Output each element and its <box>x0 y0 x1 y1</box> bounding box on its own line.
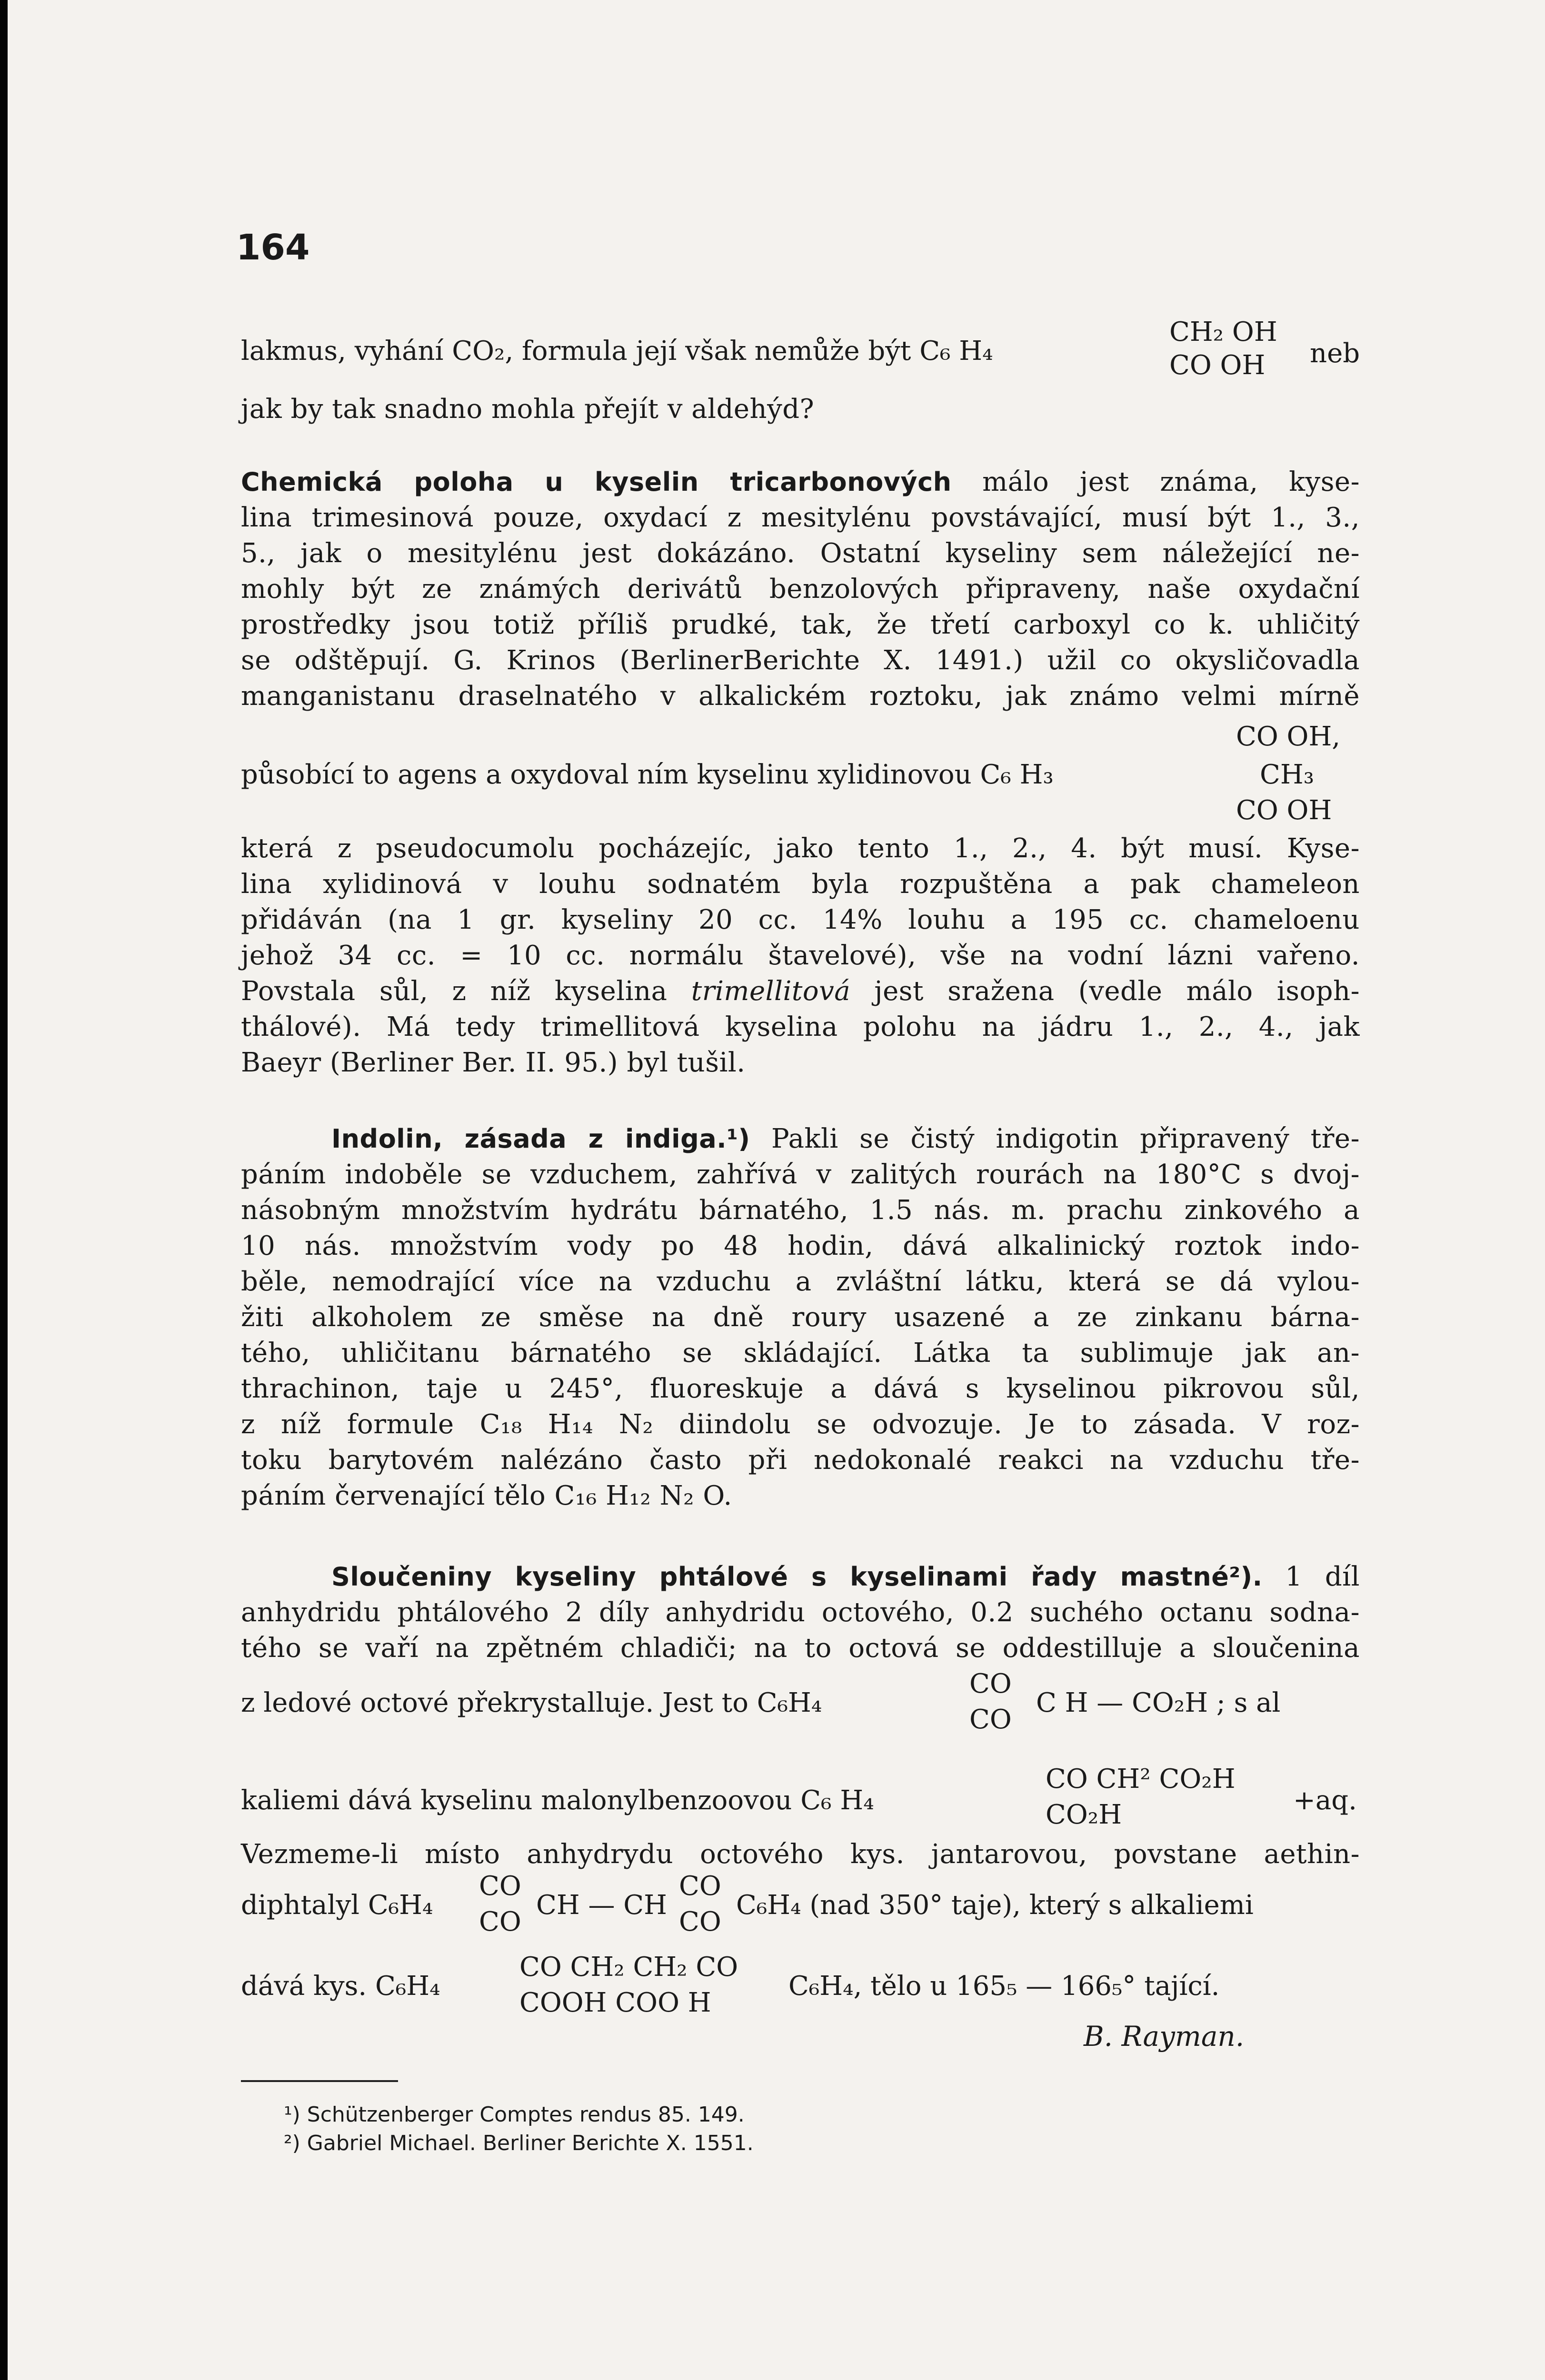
section3-line-2: tého se vaří na zpětném chladiči; na to octová se oddestilluje a sloučenina <box>241 1633 1360 1664</box>
section3-f3-end: C₆H₄ (nad 350° taje), který s alkaliemi <box>736 1890 1254 1921</box>
intro-formula-bottom: CO OH <box>1169 350 1266 381</box>
section2-heading: Indolin, zásada z indiga.¹) <box>331 1124 750 1154</box>
section2-line-5: žiti alkoholem ze směse na dně roury usazené a ze zinkanu bárna- <box>241 1302 1360 1333</box>
section1-line-2: 5., jak o mesitylénu jest dokázáno. Ostatní kyseliny sem náležející ne- <box>241 538 1360 569</box>
section2-line-0: Pakli se čistý indigotin připravený tře- <box>771 1123 1360 1154</box>
section1-line-4: prostředky jsou totiž příliš prudké, tak, že třetí carboxyl co k. uhličitý <box>241 609 1360 640</box>
section3-f3-top2: CO <box>679 1871 721 1902</box>
section3-after-f2: Vezmeme-li místo anhydrydu octového kys. jantarovou, povstane aethin- <box>241 1839 1360 1870</box>
section1-line-0: málo jest známa, kyse- <box>982 466 1360 497</box>
section3-f1-top: CO <box>969 1668 1012 1699</box>
journal-page <box>8 0 1545 2380</box>
section1-after-0: která z pseudocumolu pocházejíc, jako tento 1., 2., 4. být musí. Kyse- <box>241 833 1360 864</box>
section1-first-line <box>241 464 1360 500</box>
section3-line-0: 1 díl <box>1285 1561 1360 1592</box>
section1-end-0: thálové). Má tedy trimellitová kyselina polohu na jádru 1., 2., 4., jak <box>241 1012 1360 1042</box>
section1-formula-line: působící to agens a oxydoval ním kyselinu xylidinovou C₆ H₃ <box>241 759 1054 790</box>
section3-line-1: anhydridu phtálového 2 díly anhydridu octového, 0.2 suchého octanu sodna- <box>241 1597 1360 1628</box>
section2-line-7: thrachinon, taje u 245°, fluoreskuje a dává s kyselinou pikrovou sůl, <box>241 1373 1360 1404</box>
section2-line-2: násobným množstvím hydrátu bárnatého, 1.5 nás. m. prachu zinkového a <box>241 1195 1360 1226</box>
section3-f3-mid: CH — CH <box>536 1890 667 1921</box>
intro-formula-top: CH₂ OH <box>1169 317 1277 347</box>
section3-f4-end: C₆H₄, tělo u 165₅ — 166₅° tající. <box>788 1971 1220 2002</box>
section2-line-6: tého, uhličitanu bárnatého se skládající. Látka ta sublimuje jak an- <box>241 1338 1360 1368</box>
section3-f2-text: kaliemi dává kyselinu malonylbenzoovou C₆ H₄ <box>241 1785 874 1816</box>
section1-heading: Chemická poloha u kyselin tricarbonových <box>241 467 952 497</box>
section3-f4-top: CO CH₂ CH₂ CO <box>519 1952 738 1983</box>
section3-f3-bottom1: CO <box>479 1906 521 1937</box>
section2-line-9: toku barytovém nalézáno často při nedokonalé reakci na vzduchu tře- <box>241 1445 1360 1476</box>
section1-after-2: přidáván (na 1 gr. kyseliny 20 cc. 14% louhu a 195 cc. chameloenu <box>241 904 1360 935</box>
section3-f2-top: CO CH² CO₂H <box>1046 1764 1236 1795</box>
section1-trimellit-line <box>241 973 1360 1010</box>
section3-f4-bottom: COOH COO H <box>519 1987 711 2018</box>
intro-line-1: lakmus, vyhání CO₂, formula její však nemůže být C₆ H₄ <box>241 336 993 367</box>
section2-line-4: běle, nemodrající více na vzduchu a zvláštní látku, která se dá vylou- <box>241 1266 1360 1297</box>
section2-first-line <box>331 1121 1360 1157</box>
section1-formula-mid: CH₃ <box>1260 759 1315 790</box>
section1-line-3: mohly být ze známých derivátů benzolových připraveny, naše oxydační <box>241 574 1360 605</box>
section1-line-5: se odštěpují. G. Krinos (BerlinerBerichte X. 1491.) užil co okysličovadla <box>241 645 1360 676</box>
footnote-2: ²) Gabriel Michael. Berliner Berichte X. 1551. <box>284 2131 754 2155</box>
section3-f2-bottom: CO₂H <box>1046 1799 1122 1830</box>
section3-f1-bottom: CO <box>969 1704 1012 1735</box>
page-number: 164 <box>236 227 310 268</box>
intro-line-1-end: neb <box>1310 338 1360 369</box>
section2-line-8: z níž formule C₁₈ H₁₄ N₂ diindolu se odvozuje. Je to zásada. V roz- <box>241 1409 1360 1440</box>
section1-after-1: lina xylidinová v louhu sodnatém byla rozpuštěna a pak chameleon <box>241 869 1360 900</box>
section3-f3-bottom2: CO <box>679 1906 721 1937</box>
section3-f1-text: z ledové octové překrystalluje. Jest to C₆H₄ <box>241 1687 822 1718</box>
section3-first-line <box>331 1559 1360 1595</box>
section2-line-1: páním indoběle se vzduchem, zahřívá v zalitých rourách na 180°C s dvoj- <box>241 1159 1360 1190</box>
author-signature: B. Rayman. <box>1084 2020 1245 2053</box>
section1-formula-bottom: CO OH <box>1236 795 1332 826</box>
section3-f3-text: diphtalyl C₆H₄ <box>241 1890 433 1921</box>
trimellit-italic: trimellitová <box>691 976 851 1007</box>
intro-line-2: jak by tak snadno mohla přejít v aldehýd? <box>241 394 815 425</box>
section2-line-3: 10 nás. množstvím vody po 48 hodin, dává alkalinický roztok indo- <box>241 1230 1360 1261</box>
section3-f3-top1: CO <box>479 1871 521 1902</box>
footnote-1: ¹) Schützenberger Comptes rendus 85. 149. <box>284 2102 745 2127</box>
section1-formula-top: CO OH, <box>1236 721 1341 752</box>
section1-end-1: Baeyr (Berliner Ber. II. 95.) byl tušil. <box>241 1047 746 1078</box>
footnote-rule <box>241 2080 398 2082</box>
trimellit-part-a: Povstala sůl, z níž kyselina <box>241 976 691 1007</box>
section3-f4-text: dává kys. C₆H₄ <box>241 1971 440 2002</box>
section1-after-3: jehož 34 cc. = 10 cc. normálu štavelové), vše na vodní lázni vařeno. <box>241 940 1360 971</box>
section1-line-1: lina trimesinová pouze, oxydací z mesitylénu povstávající, musí být 1., 3., <box>241 502 1360 533</box>
section2-line-10: páním červenající tělo C₁₆ H₁₂ N₂ O. <box>241 1480 732 1511</box>
section3-heading: Sloučeniny kyseliny phtálové s kyselinami řady mastné²). <box>331 1562 1263 1592</box>
section1-line-6: manganistanu draselnatého v alkalickém roztoku, jak známo velmi mírně <box>241 681 1360 712</box>
trimellit-part-b: jest sražena (vedle málo isoph- <box>850 976 1360 1007</box>
section3-f1-end: C H — CO₂H ; s al <box>1036 1687 1281 1718</box>
section3-f2-end: +aq. <box>1293 1785 1357 1816</box>
